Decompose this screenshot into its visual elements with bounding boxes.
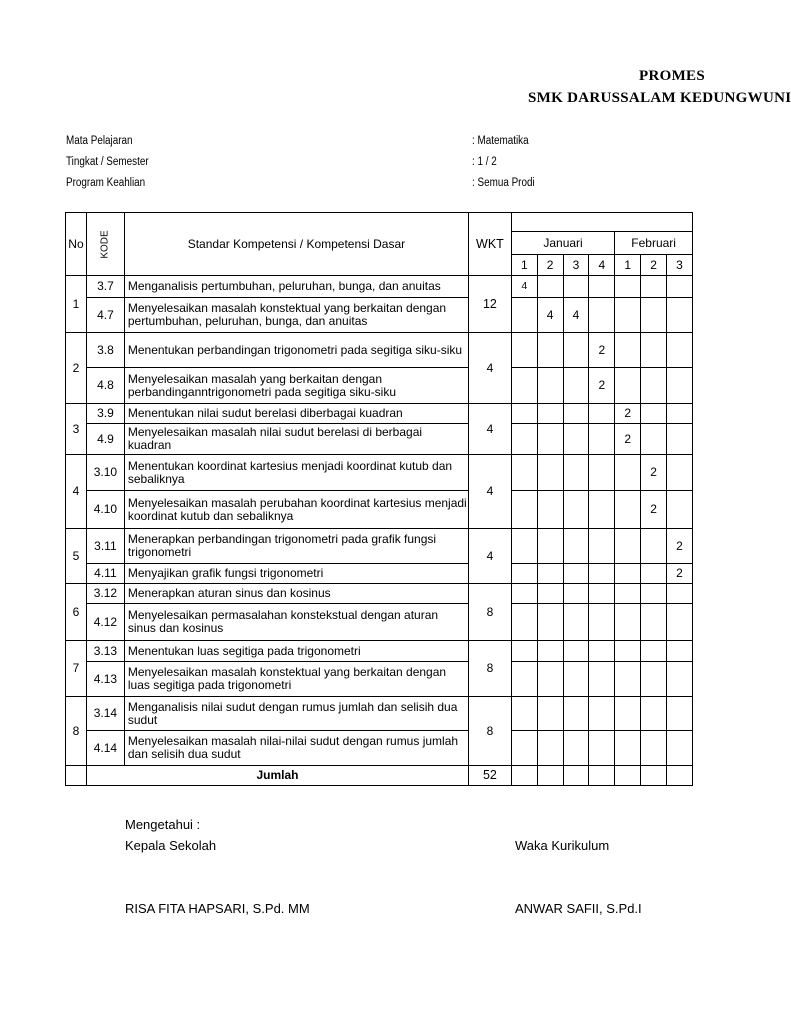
table-row [66, 333, 693, 368]
wkt-value: 8 [469, 697, 512, 766]
total-week-cell [563, 766, 589, 786]
info-value-level: : 1 / 2 [472, 156, 497, 168]
week-cell [641, 368, 667, 404]
total-row [66, 766, 693, 786]
row-number: 1 [66, 276, 87, 333]
table-row [66, 641, 693, 662]
week-cell [511, 333, 537, 368]
week-cell [641, 404, 667, 424]
week-cell [589, 298, 615, 333]
week-cell [511, 424, 537, 455]
table-row [66, 564, 693, 584]
week-cell [563, 424, 589, 455]
table-row [66, 455, 693, 491]
header-week: 1 [511, 255, 537, 276]
wkt-value: 8 [469, 641, 512, 697]
kd-code: 4.14 [86, 731, 124, 766]
week-cell [589, 697, 615, 731]
total-week-cell [537, 766, 563, 786]
row-number: 7 [66, 641, 87, 697]
total-label: Jumlah [86, 766, 468, 786]
row-number: 6 [66, 584, 87, 641]
week-cell [615, 564, 641, 584]
header-kode [86, 213, 124, 276]
kd-code: 4.7 [86, 298, 124, 333]
header-week: 2 [641, 255, 667, 276]
table-row [66, 491, 693, 529]
week-cell [537, 491, 563, 529]
week-cell: 4 [511, 276, 537, 298]
week-cell [667, 368, 693, 404]
week-cell [589, 662, 615, 697]
kd-description: Menyelesaikan masalah nilai-nilai sudut dengan rumus jumlah dan selisih dua sudut [124, 731, 468, 766]
week-cell [667, 276, 693, 298]
info-value-subject: : Matematika [472, 135, 529, 147]
week-cell [563, 584, 589, 604]
week-cell [615, 731, 641, 766]
kd-description: Menentukan perbandingan trigonometri pada segitiga siku-siku [124, 333, 468, 368]
kd-code: 4.8 [86, 368, 124, 404]
kd-description: Menerapkan perbandingan trigonometri pada grafik fungsi trigonometri [124, 529, 468, 564]
week-cell [589, 404, 615, 424]
row-number: 5 [66, 529, 87, 584]
kd-code: 4.12 [86, 604, 124, 641]
week-cell [641, 641, 667, 662]
curriculum-vice-name: ANWAR SAFII, S.Pd.I [515, 901, 642, 916]
week-cell [563, 276, 589, 298]
kd-code: 4.9 [86, 424, 124, 455]
week-cell [537, 564, 563, 584]
week-cell [641, 662, 667, 697]
week-cell [563, 564, 589, 584]
week-cell [511, 491, 537, 529]
kd-description: Menerapkan aturan sinus dan kosinus [124, 584, 468, 604]
kd-description: Menentukan luas segitiga pada trigonometri [124, 641, 468, 662]
week-cell [537, 584, 563, 604]
curriculum-vice-title: Waka Kurikulum [515, 838, 610, 853]
week-cell [511, 298, 537, 333]
kd-description: Menyelesaikan permasalahan konstekstual dengan aturan sinus dan kosinus [124, 604, 468, 641]
week-cell [641, 333, 667, 368]
header-month-group [511, 213, 692, 232]
kd-code: 3.8 [86, 333, 124, 368]
table-row [66, 662, 693, 697]
total-week-cell [589, 766, 615, 786]
week-cell [537, 641, 563, 662]
week-cell [615, 276, 641, 298]
kd-description: Menganalisis nilai sudut dengan rumus jumlah dan selisih dua sudut [124, 697, 468, 731]
week-cell [589, 584, 615, 604]
week-cell [615, 298, 641, 333]
week-cell: 2 [667, 564, 693, 584]
header-week: 3 [667, 255, 693, 276]
header-row-top [66, 213, 693, 232]
week-cell [563, 641, 589, 662]
kd-description: Menyajikan grafik fungsi trigonometri [124, 564, 468, 584]
table-row [66, 298, 693, 333]
week-cell [537, 697, 563, 731]
kd-description: Menyelesaikan masalah yang berkaitan dengan perbandinganntrigonometri pada segitiga siku-siku [124, 368, 468, 404]
week-cell [563, 662, 589, 697]
kd-description: Menentukan koordinat kartesius menjadi koordinat kutub dan sebaliknya [124, 455, 468, 491]
week-cell [667, 404, 693, 424]
kd-code: 3.7 [86, 276, 124, 298]
week-cell [615, 529, 641, 564]
week-cell [615, 455, 641, 491]
week-cell: 2 [641, 455, 667, 491]
header-no: No [66, 213, 87, 276]
week-cell [563, 455, 589, 491]
week-cell [563, 491, 589, 529]
week-cell [641, 604, 667, 641]
info-label-subject: Mata Pelajaran [66, 135, 133, 147]
table-row [66, 604, 693, 641]
week-cell [615, 368, 641, 404]
total-week-cell [667, 766, 693, 786]
week-cell [615, 641, 641, 662]
week-cell [537, 529, 563, 564]
week-cell [641, 731, 667, 766]
week-cell [641, 529, 667, 564]
week-cell [641, 697, 667, 731]
table-row [66, 404, 693, 424]
week-cell: 4 [563, 298, 589, 333]
kd-description: Menganalisis pertumbuhan, peluruhan, bunga, dan anuitas [124, 276, 468, 298]
week-cell [615, 333, 641, 368]
week-cell [511, 731, 537, 766]
week-cell [511, 368, 537, 404]
week-cell [537, 731, 563, 766]
week-cell [511, 604, 537, 641]
wkt-value: 4 [469, 404, 512, 455]
kd-code: 3.9 [86, 404, 124, 424]
week-cell [615, 584, 641, 604]
kd-description: Menentukan nilai sudut berelasi diberbagai kuadran [124, 404, 468, 424]
week-cell: 2 [641, 491, 667, 529]
week-cell [511, 584, 537, 604]
week-cell [615, 491, 641, 529]
week-cell [589, 604, 615, 641]
week-cell [641, 298, 667, 333]
program-semester-table [65, 212, 693, 786]
week-cell [667, 662, 693, 697]
kd-description: Menyelesaikan masalah konstektual yang berkaitan dengan pertumbuhan, peluruhan, bunga, dan anuitas [124, 298, 468, 333]
wkt-value: 4 [469, 333, 512, 404]
info-label-level: Tingkat / Semester [66, 156, 149, 168]
week-cell: 2 [589, 333, 615, 368]
week-cell [615, 604, 641, 641]
week-cell [589, 529, 615, 564]
table-row [66, 276, 693, 298]
week-cell [563, 333, 589, 368]
week-cell [667, 697, 693, 731]
header-wkt: WKT [469, 213, 512, 276]
week-cell [667, 333, 693, 368]
total-week-cell [511, 766, 537, 786]
week-cell [511, 455, 537, 491]
week-cell [589, 276, 615, 298]
week-cell [641, 424, 667, 455]
week-cell: 2 [615, 404, 641, 424]
week-cell [667, 298, 693, 333]
week-cell [589, 424, 615, 455]
week-cell [589, 491, 615, 529]
week-cell [667, 424, 693, 455]
total-value: 52 [469, 766, 512, 786]
document-title: PROMES [639, 68, 705, 84]
table-row [66, 424, 693, 455]
total-week-cell [641, 766, 667, 786]
kd-code: 3.12 [86, 584, 124, 604]
week-cell [563, 604, 589, 641]
header-week: 1 [615, 255, 641, 276]
week-cell [589, 731, 615, 766]
week-cell [563, 529, 589, 564]
week-cell [667, 491, 693, 529]
wkt-value: 4 [469, 455, 512, 529]
week-cell: 4 [537, 298, 563, 333]
week-cell [563, 697, 589, 731]
wkt-value: 8 [469, 584, 512, 641]
week-cell [641, 564, 667, 584]
header-week: 4 [589, 255, 615, 276]
table-row [66, 697, 693, 731]
table-row [66, 529, 693, 564]
week-cell [615, 697, 641, 731]
week-cell [667, 731, 693, 766]
principal-title: Kepala Sekolah [125, 838, 217, 853]
week-cell: 2 [615, 424, 641, 455]
kd-code: 3.14 [86, 697, 124, 731]
kd-code: 3.10 [86, 455, 124, 491]
table-row [66, 584, 693, 604]
week-cell [537, 424, 563, 455]
week-cell [589, 641, 615, 662]
table-row [66, 368, 693, 404]
week-cell [537, 276, 563, 298]
week-cell [537, 604, 563, 641]
week-cell [537, 333, 563, 368]
week-cell [511, 697, 537, 731]
header-week: 3 [563, 255, 589, 276]
acknowledged-label: Mengetahui : [125, 817, 201, 832]
week-cell [667, 584, 693, 604]
week-cell [511, 641, 537, 662]
week-cell [589, 455, 615, 491]
week-cell [589, 564, 615, 584]
week-cell: 2 [589, 368, 615, 404]
table-body [66, 213, 693, 786]
kd-description: Menyelesaikan masalah konstektual yang berkaitan dengan luas segitiga pada trigonometri [124, 662, 468, 697]
week-cell [667, 455, 693, 491]
row-number: 8 [66, 697, 87, 766]
week-cell [641, 584, 667, 604]
week-cell [563, 404, 589, 424]
header-month-januari: Januari [511, 232, 614, 255]
row-number: 2 [66, 333, 87, 404]
week-cell [511, 529, 537, 564]
kd-description: Menyelesaikan masalah perubahan koordinat kartesius menjadi koordinat kutub dan sebaliknya [124, 491, 468, 529]
kd-code: 4.13 [86, 662, 124, 697]
week-cell [537, 455, 563, 491]
week-cell [537, 662, 563, 697]
week-cell [537, 368, 563, 404]
week-cell [511, 564, 537, 584]
week-cell [563, 731, 589, 766]
week-cell [667, 641, 693, 662]
principal-name: RISA FITA HAPSARI, S.Pd. MM [125, 901, 310, 916]
info-label-program: Program Keahlian [66, 177, 146, 189]
week-cell [615, 662, 641, 697]
total-week-cell [615, 766, 641, 786]
kd-code: 3.13 [86, 641, 124, 662]
week-cell: 2 [667, 529, 693, 564]
header-month-februari: Februari [615, 232, 693, 255]
kd-code: 3.11 [86, 529, 124, 564]
week-cell [537, 404, 563, 424]
row-number: 4 [66, 455, 87, 529]
info-value-program: : Semua Prodi [472, 177, 535, 189]
week-cell [641, 276, 667, 298]
table-row [66, 731, 693, 766]
row-number: 3 [66, 404, 87, 455]
header-kode-label: KODE [99, 230, 111, 259]
week-cell [511, 404, 537, 424]
week-cell [511, 662, 537, 697]
week-cell [667, 604, 693, 641]
kd-code: 4.11 [86, 564, 124, 584]
kd-code: 4.10 [86, 491, 124, 529]
header-skkd: Standar Kompetensi / Kompetensi Dasar [124, 213, 468, 276]
wkt-value: 4 [469, 529, 512, 584]
wkt-value: 12 [469, 276, 512, 333]
school-name: SMK DARUSSALAM KEDUNGWUNI [528, 90, 791, 106]
week-cell [563, 368, 589, 404]
total-empty-cell [66, 766, 87, 786]
kd-description: Menyelesaikan masalah nilai sudut berelasi di berbagai kuadran [124, 424, 468, 455]
header-week: 2 [537, 255, 563, 276]
